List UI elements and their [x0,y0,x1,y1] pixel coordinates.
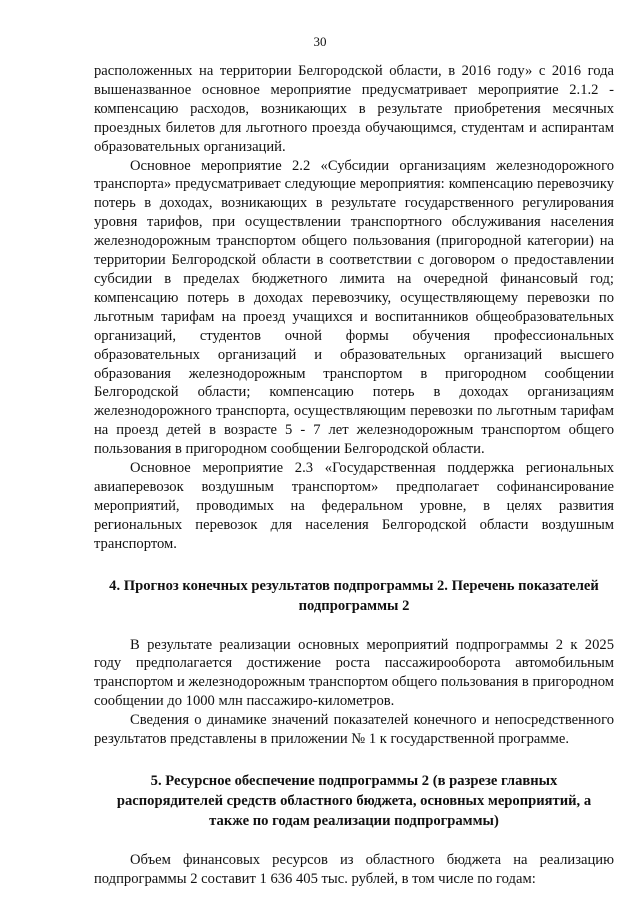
paragraph-activity-2-2: Основное мероприятие 2.2 «Субсидии организациям железнодорожного транспорта» предусматривает следующие мероприятия: компенсацию перевозчику потерь в доходах, возникающих в результате государственного регулирования уровня тарифов, при осуществлении транспортного обслуживания населения железнодорожным транспортом общего пользования (пригородной категории) на территории Белгородской области в соответствии с договором о предоставлении субсидии в пределах бюджетного лимита на очередной финансовый год; компенсацию потерь в доходах перевозчику, осуществляющему перевозки по льготным тарифам на проезд учащихся и воспитанников общеобразовательных организаций, студентов очной формы обучения профессиональных образовательных организаций и образовательных организаций высшего образования железнодорожным транспортом в пригородном сообщении Белгородской области; компенсацию потерь в доходах организациям железнодорожного транспорта, осуществляющим перевозки по льготным тарифам на проезд детей в возрасте 5 - 7 лет железнодорожным транспортом общего пользования в пригородном сообщении Белгородской области. [94,157,614,458]
page-number: 30 [313,34,327,49]
section-heading-4: 4. Прогноз конечных результатов подпрограммы 2. Перечень показателей подпрограммы 2 [109,577,599,614]
section-heading-5: 5. Ресурсное обеспечение подпрограммы 2 (в разрезе главных распорядителей средств областного бюджета, основных мероприятий, а также по годам реализации подпрограммы) [116,773,592,829]
paragraph-forecast: В результате реализации основных мероприятий подпрограммы 2 к 2025 году предполагается достижение роста пассажирооборота автомобильным транспортом и железнодорожным транспортом общего пользования в пригородном сообщении до 1000 млн пассажиро-километров. [94,636,614,710]
document-body [94,62,614,889]
paragraph-funding: Объем финансовых ресурсов из областного бюджета на реализацию подпрограммы 2 составит 1 636 405 тыс. рублей, в том числе по годам: [94,852,614,887]
paragraph-activity-2-3: Основное мероприятие 2.3 «Государственная поддержка региональных авиаперевозок воздушным транспортом» предполагает софинансирование мероприятий, проводимых на федеральном уровне, в целях развития региональных перевозок для населения Белгородской области воздушным транспортом. [94,460,614,552]
paragraph-indicators: Сведения о динамике значений показателей конечного и непосредственного результатов представлены в приложении № 1 к государственной программе. [94,712,614,748]
paragraph-continuation: расположенных на территории Белгородской области, в 2016 году» с 2016 года вышеназванное основное мероприятие предусматривает мероприятие 2.1.2 - компенсацию расходов, возникающих в результате приобретения месячных проездных билетов для льготного проезда обучающимся, студентам и аспирантам образовательных организаций. [94,63,614,155]
